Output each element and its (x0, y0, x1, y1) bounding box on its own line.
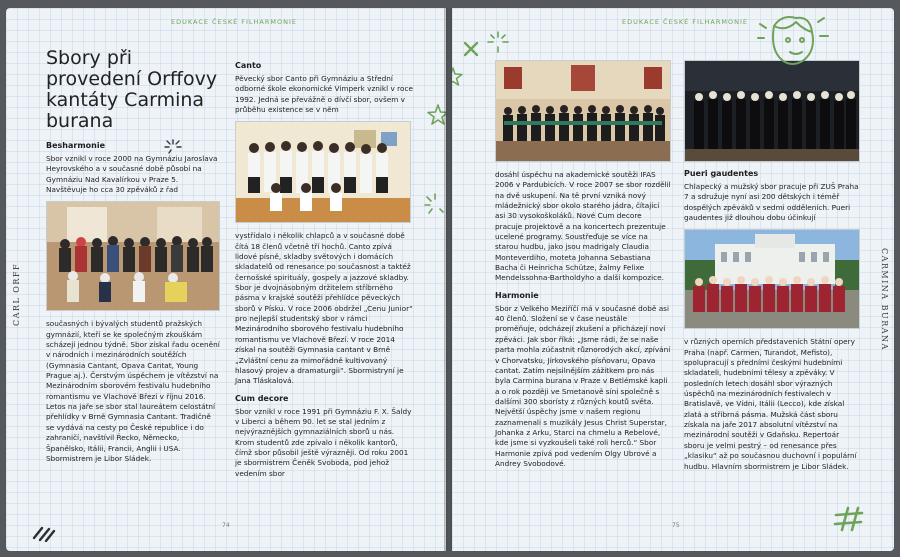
right-page (452, 8, 894, 551)
article-title-text: Sbory při provedení Orffovy kantáty Carmina burana (46, 47, 218, 132)
star-icon-2 (452, 66, 464, 88)
page-number-right: 75 (672, 522, 680, 529)
besharmonie-photo (46, 201, 220, 311)
face-doodle-icon (752, 10, 832, 70)
harmonie-photo-image (496, 61, 670, 161)
pueri-stage-photo-image (685, 61, 859, 161)
hash-doodle-icon (832, 504, 866, 534)
article-title (46, 48, 220, 132)
harmonie-photo (495, 60, 671, 162)
canto-photo-image (236, 122, 410, 222)
besharmonie-text-1: Sbor vznikl v roce 2000 na Gymnáziu Jaroslava Heyrovského a v současné době působí na Gymnáziu Nad Kavalírkou v Praze 5. Navštěvuje ho cca 30 zpěváků z řad (46, 154, 218, 195)
pueri-text-1: Chlapecký a mužský sbor pracuje při ZUŠ Praha 7 a sdružuje nyní asi 200 dětských i téměř dospělých zpěváků v sedmi odděleních. Pueri gaudentes již dlouhou dobu účinkují (684, 182, 859, 223)
left-column-2 (235, 58, 413, 479)
canto-text-1: Pěvecký sbor Canto při Gymnáziu a Střední odborné škole ekonomické Vimperk vznikl v roce 1992. Jedná se převážně o dívčí sbor, ovšem v průběhu existence se v něm (235, 74, 413, 115)
canto-heading: Canto (235, 61, 262, 70)
sparkle-icon-2 (421, 191, 446, 219)
besharmonie-photo-image (47, 202, 219, 310)
left-column-1 (46, 48, 220, 464)
pueri-text-2: v různých operních představeních Státní opery Praha (např. Carmen, Turandot, Mefisto), spolupracují s předními českými hudebními skladateli, hudebními tělesy a zpěváky. V posledních letech dosáhl sbor výrazných úspěchů na mezinárodních festivalech v Bratislavě, ve Vídni, Itálii (Lecco), kde získal zlatá a stříbrná pásma. Mužská část sboru získala na jaře 2017 absolutní vítězství na mezinárodní soutěži v Gdaňsku. Repertoár sboru je velmi pestrý – od renesance přes „klasiku“ až po současnou duchovní i populární hudbu. Hlavním sbormistrem je Libor Sládek. (684, 337, 857, 471)
canto-text-2: vystřídalo i několik chlapců a v současné době čítá 18 členů včetně tří hochů. Canto zpívá lidové písně, skladby světových i domácích skladatelů od renesance po současnost a taktéž černošské spirituály, gospely a jazzové skladby. Sbor je dvojnásobným držitelem stříbrného pásma v krajské soutěži přehlídce pěveckých sborů v Písku. V roce 2006 obdržel „Cenu Junior“ pro nejlepší studentský sbor v rámci Mezinárodního sborového festivalu hudebního romantismu ve Vlachově Březí. V roce 2014 získal na soutěži Gymnasia cantant v Brně „Zvláštní cenu za mimořádně kultivovaný hlasový projev a dramaturgii“. Sbormistryní je Jana Tláskalová. (235, 231, 413, 386)
running-head-right: EDUKACE ČESKÉ FILHARMONIE (622, 18, 749, 26)
sparkle-icon (161, 136, 185, 158)
cum-decore-text-2: dosáhl úspěchu na akademické soutěži IFAS 2006 v Pardubicích. V roce 2007 se sbor rozdělil na dvě uskupení. Na tě první vzniká nový mládežnický sbor okolo starého jádra, čítající asi 30 vysokoškoláků. Nové Cum decore pracuje projektově a na koncertech prezentuje ucelené programy. Soustřeďuje se více na starou hudbu, jako jsou madrigaly Claudia Monteverdiho, moteta Johanna Sebastiana Bacha či Heinricha Schütze, žalmy Felixe Mendelssohna-Bartholdyho a další kompozice. (495, 170, 671, 283)
x-mark-icon (460, 38, 482, 60)
side-label-right: CARMINA BURANA (880, 248, 889, 351)
cum-decore-text-1: Sbor vznikl v roce 1991 při Gymnáziu F. X. Šaldy v Liberci a během 90. let se stal jedním z nejvýraznějších gymnaziálních sborů u nás. Krom studentů zde zpívalo i několik kantorů, čímž sbor působil ještě výrazněji. Od roku 2001 je sbormistrem Čeněk Svoboda, pod jehož vedením sbor (235, 406, 412, 478)
right-column-2 (684, 60, 860, 472)
pueri-stage-photo (684, 60, 860, 162)
pueri-palace-photo (684, 229, 860, 329)
canto-photo (235, 121, 411, 223)
page-number-left: 74 (222, 522, 230, 529)
besharmonie-text-2: současných i bývalých studentů pražských gymnázií, kteří se ke společným zkouškám scházejí jednou týdně. Sbor získal řadu ocenění v národních i mezinárodních soutěžích (Gymnasia Cantant, Opava Cantat, Young Prague aj.). Čerstvým úspěchem je vítězství na Mezinárodním sborovém festivalu hudebního romantismu ve Vlachově Březí v říjnu 2016. Letos na jaře se sbor stal laureátem celostátní přehlídky v Brně Gymnasia Cantant. Tradičně se vydává na cesty po České republice i do zahraničí, navštívil Řecko, Německo, Španělsko, Itálii, Francii, Anglii i USA. Sbormistrem je Libor Sládek. (46, 319, 220, 463)
besharmonie-heading: Besharmonie (46, 141, 106, 150)
pueri-palace-photo-image (685, 230, 859, 328)
side-label-left: CARL ORFF (12, 263, 21, 326)
harmonie-heading: Harmonie (495, 290, 539, 300)
cum-decore-heading: Cum decore (235, 393, 289, 403)
right-column-1 (495, 60, 671, 469)
hatch-icon (30, 520, 56, 542)
left-page (6, 8, 446, 551)
sparkle-icon-3 (486, 30, 510, 54)
harmonie-text: Sbor z Velkého Meziříčí má v současné době asi 40 členů. Složení se v čase neustále proměňuje, odcházejí zkušení a přicházejí noví zpěváci. Jak sbor říká: „Jsme rádi, že se naše parta mohla zúčastnit různorodých akcí, zpívání v Chorvatsku, Jirkovského písňovaru, Opava cantat. Zatím nejsilnějším zážitkem pro nás byla Carmina burana v Praze v Betlémské kapli a o rok později ve Smetanově síni společně s dalšími 300 sborísty z různých koutů světa. Největší úspěchy jsme v našem regionu zaznamenali s muzikály Jesus Christ Superstar, Johanka z Arku, Starci na chmelu a Rebelové, kde jsme si vyzkoušeli také roli herců.“ Sbor Harmonie zpívá pod vedením Olgy Ubrové a Andrey Svobodové. (495, 303, 671, 468)
running-head-left: EDUKACE ČESKÉ FILHARMONIE (171, 18, 298, 26)
star-icon (426, 103, 446, 127)
pueri-heading: Pueri gaudentes (684, 169, 759, 178)
